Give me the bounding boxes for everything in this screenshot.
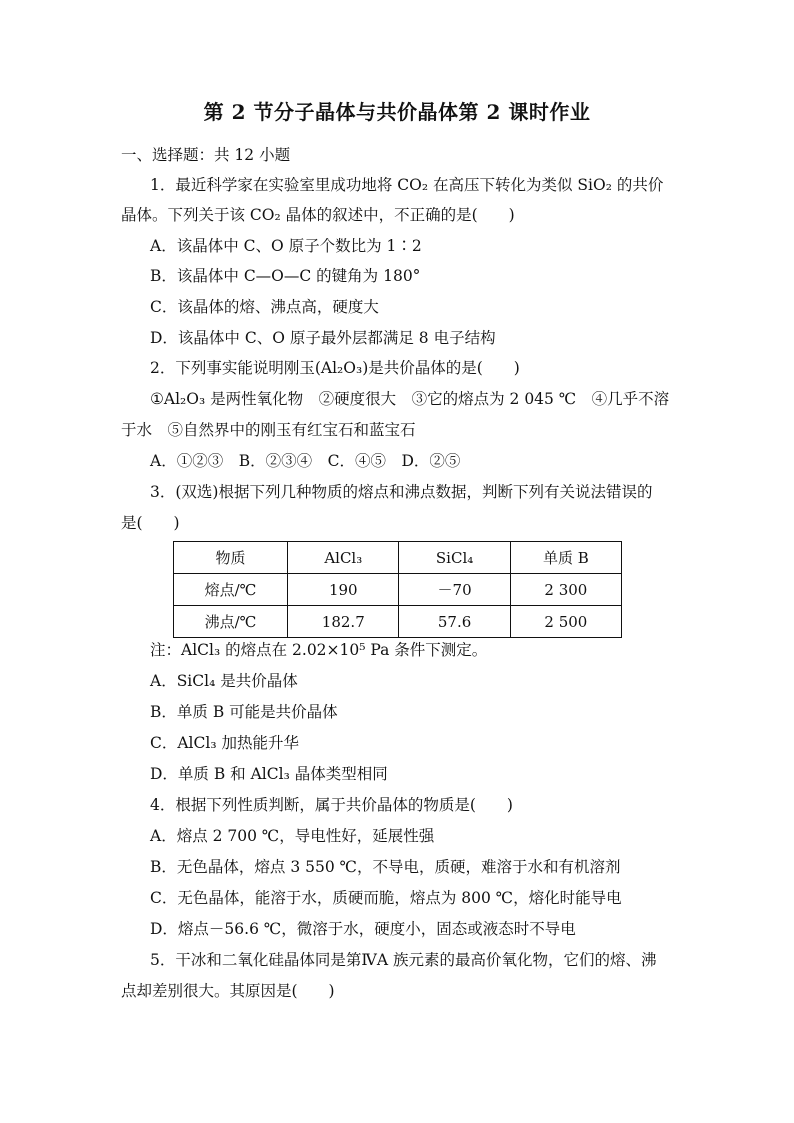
table-cell: 182.7 [288,606,399,638]
q2-facts-line1: ①Al₂O₃ 是两性氧化物 ②硬度很大 ③它的熔点为 2 045 ℃ ④几乎不溶 [150,390,670,408]
q1-option-b: B．该晶体中 C—O—C 的键角为 180° [150,267,421,285]
q1-stem-line2: 晶体。下列关于该 CO₂ 晶体的叙述中，不正确的是( ) [121,206,515,224]
q1-option-a: A．该晶体中 C、O 原子个数比为 1∶2 [150,237,422,255]
table-header-cell: 物质 [174,542,288,574]
table-cell: 2 300 [510,574,621,606]
table-cell: 190 [288,574,399,606]
q5-stem-line2: 点却差别很大。其原因是( ) [121,982,335,1000]
q4-option-c: C．无色晶体，能溶于水，质硬而脆，熔点为 800 ℃，熔化时能导电 [150,889,622,907]
q2-options: A．①②③ B．②③④ C．④⑤ D．②⑤ [150,452,461,470]
page-title: 第 2 节分子晶体与共价晶体第 2 课时作业 [203,100,591,124]
q3-stem-line2: 是( ) [121,514,180,532]
table-header-cell: 单质 B [510,542,621,574]
q1-option-d: D．该晶体中 C、O 原子最外层都满足 8 电子结构 [150,329,496,347]
q3-note: 注：AlCl₃ 的熔点在 2.02×10⁵ Pa 条件下测定。 [150,641,488,659]
q4-stem: 4．根据下列性质判断，属于共价晶体的物质是( ) [150,796,513,814]
q1-option-c: C．该晶体的熔、沸点高，硬度大 [150,298,379,316]
table-cell: －70 [399,574,510,606]
q4-option-d: D．熔点－56.6 ℃，微溶于水，硬度小，固态或液态时不导电 [150,920,576,938]
q2-facts-line2: 于水 ⑤自然界中的刚玉有红宝石和蓝宝石 [121,421,416,439]
table-cell: 熔点/℃ [174,574,288,606]
table-row [174,574,622,606]
table-cell: 沸点/℃ [174,606,288,638]
table-cell: 57.6 [399,606,510,638]
melting-boiling-table [173,541,622,638]
q3-option-c: C．AlCl₃ 加热能升华 [150,734,299,752]
q3-option-d: D．单质 B 和 AlCl₃ 晶体类型相同 [150,765,388,783]
table-header-row [174,542,622,574]
table-header-cell: AlCl₃ [288,542,399,574]
q5-stem-line1: 5．干冰和二氧化硅晶体同是第ⅣA 族元素的最高价氧化物，它们的熔、沸 [150,951,657,969]
q2-stem: 2．下列事实能说明刚玉(Al₂O₃)是共价晶体的是( ) [150,359,520,377]
q3-option-b: B．单质 B 可能是共价晶体 [150,703,338,721]
q3-stem-line1: 3．(双选)根据下列几种物质的熔点和沸点数据，判断下列有关说法错误的 [150,483,653,501]
table-row [174,606,622,638]
q1-stem-line1: 1．最近科学家在实验室里成功地将 CO₂ 在高压下转化为类似 SiO₂ 的共价 [150,176,664,194]
q4-option-b: B．无色晶体，熔点 3 550 ℃，不导电，质硬，难溶于水和有机溶剂 [150,858,621,876]
table-header-cell: SiCl₄ [399,542,510,574]
section-heading: 一、选择题：共 12 小题 [121,146,291,164]
q3-option-a: A．SiCl₄ 是共价晶体 [150,672,298,690]
table-cell: 2 500 [510,606,621,638]
q4-option-a: A．熔点 2 700 ℃，导电性好，延展性强 [150,827,435,845]
